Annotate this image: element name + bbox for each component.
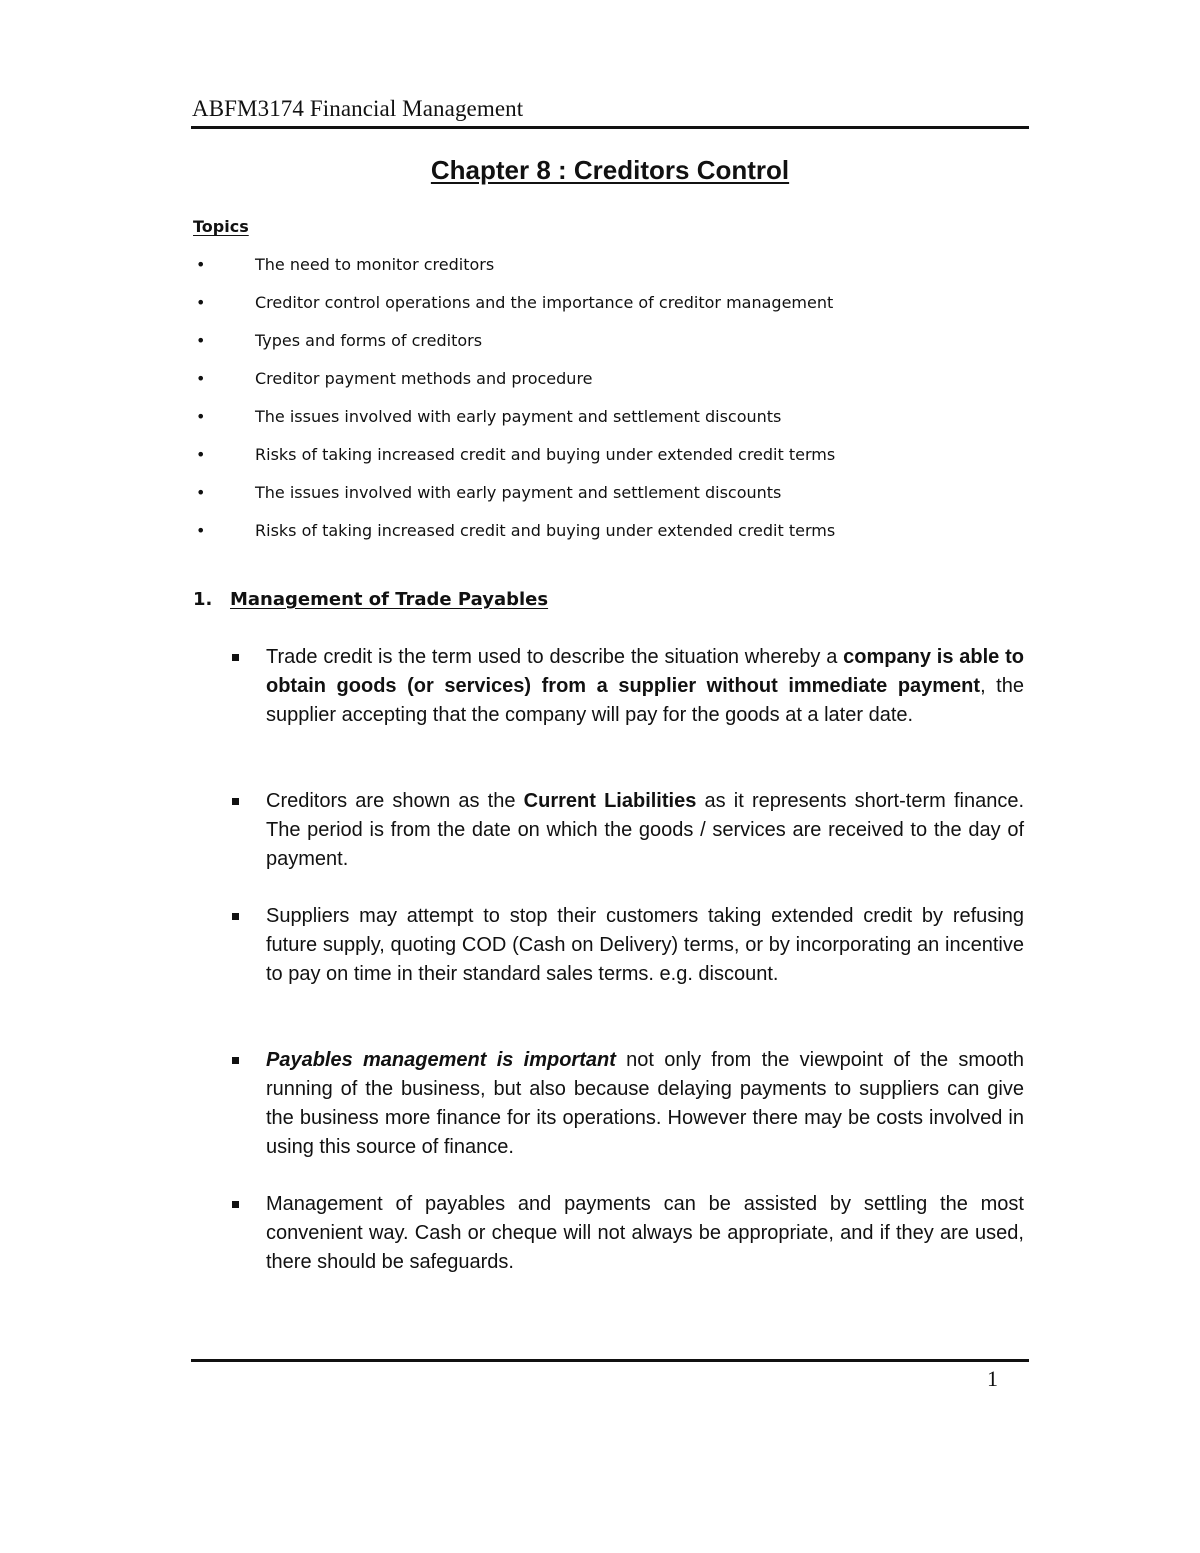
bullet-icon: • [196,369,206,388]
square-bullet-icon [232,798,239,805]
section-number: 1. [193,589,213,610]
topic-item [193,369,993,407]
paragraph-text: not only from the viewpoint of the smooth running of the business, but also because delaying payments to suppliers can give the business more finance for its operations. However there may be costs involved in using this source of finance. [266,1049,1024,1158]
topic-item [193,445,993,483]
paragraph-emphasis-text: Payables management is important [266,1049,616,1071]
paragraph-suppliers [230,902,1024,989]
topic-text: Creditor control operations and the importance of creditor management [255,293,834,312]
topic-text: The need to monitor creditors [255,255,495,274]
paragraph-text: Creditors are shown as the [266,790,524,812]
square-bullet-icon [232,654,239,661]
bullet-icon: • [196,407,206,426]
square-bullet-icon [232,1057,239,1064]
topic-item [193,483,993,521]
topic-text: The issues involved with early payment and settlement discounts [255,407,782,426]
square-bullet-icon [232,1201,239,1208]
paragraph-creditors-liabilities [230,787,1024,874]
paragraph-text: Suppliers may attempt to stop their customers taking extended credit by refusing future supply, quoting COD (Cash on Delivery) terms, or by incorporating an incentive to pay on time in their standard sales terms. e.g. discount. [266,905,1024,985]
topics-label: Topics [193,217,249,236]
topic-text: Risks of taking increased credit and buying under extended credit terms [255,521,836,540]
paragraph-body [266,787,1024,874]
paragraph-body [266,902,1024,989]
bullet-icon: • [196,293,206,312]
paragraph-bold-text: company is able to obtain goods (or services) from a supplier without immediate payment [266,646,1024,697]
paragraph-text: Trade credit is the term used to describe the situation whereby a [266,646,844,668]
paragraph-text: as it represents short-term finance. The period is from the date on which the goods / services are received to the day of payment. [266,790,1025,870]
section-heading [193,589,548,610]
paragraph-payment-methods [230,1190,1024,1277]
footer-rule [191,1359,1029,1362]
paragraph-trade-credit [230,643,1024,730]
topics-list [193,255,993,559]
page-number: 1 [987,1366,998,1391]
paragraph-text: , the supplier accepting that the company will pay for the goods at a later date. [266,675,1024,726]
topic-item [193,255,993,293]
topic-item [193,521,993,559]
chapter-title: Chapter 8 : Creditors Control [430,155,790,185]
section-title: Management of Trade Payables [230,589,549,610]
topic-text: Creditor payment methods and procedure [255,369,593,388]
bullet-icon: • [196,483,206,502]
paragraph-body [266,1190,1024,1277]
paragraph-bold-text: Current Liabilities [523,790,697,812]
paragraph-text: Management of payables and payments can be assisted by settling the most convenient way. Cash or cheque will not always be appropriate, and if they are used, there should be safeguards. [266,1193,1024,1273]
topic-item [193,293,993,331]
topic-item [193,407,993,445]
topic-item [193,331,993,369]
bullet-icon: • [196,331,206,350]
bullet-icon: • [196,255,206,274]
topic-text: Types and forms of creditors [255,331,483,350]
header-rule [191,126,1029,129]
bullet-icon: • [196,521,206,540]
topic-text: Risks of taking increased credit and buying under extended credit terms [255,445,836,464]
paragraph-payables-management [230,1046,1024,1162]
bullet-icon: • [196,445,206,464]
paragraph-body [266,643,1024,730]
running-header: ABFM3174 Financial Management [192,96,524,121]
topic-text: The issues involved with early payment and settlement discounts [255,483,782,502]
square-bullet-icon [232,913,239,920]
paragraph-body [266,1046,1024,1162]
